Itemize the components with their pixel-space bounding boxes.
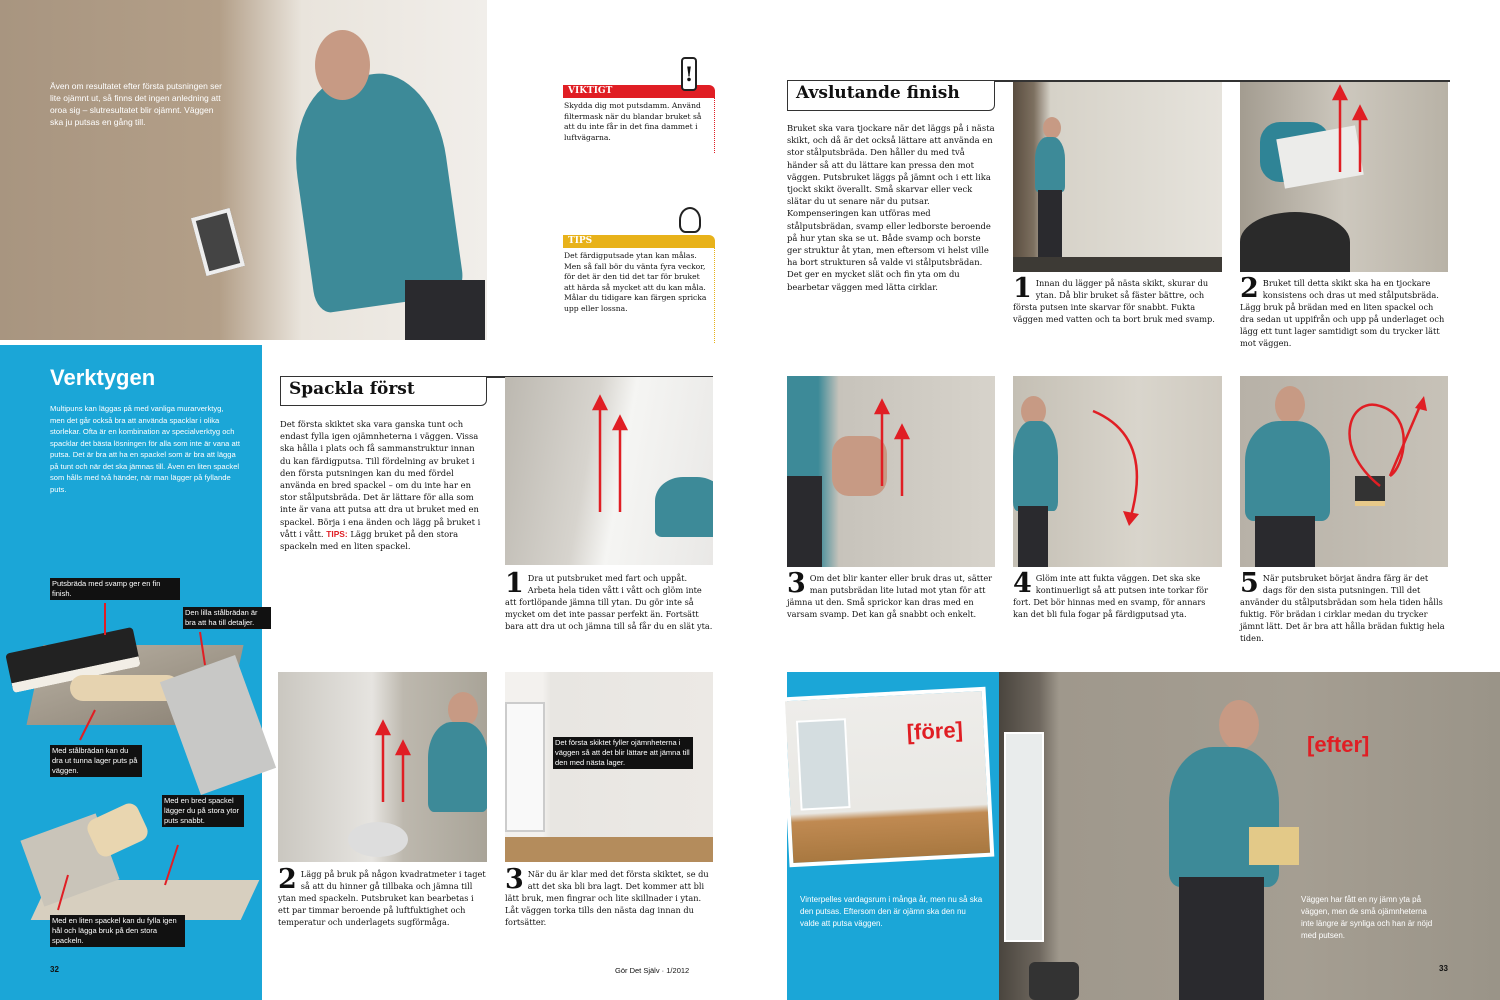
page-number-right: 33 bbox=[1439, 964, 1448, 973]
photo-caption: Det första skiktet fyller ojämnheterna i väggen så att det blir lättare att jämna till den med nästa lager. bbox=[553, 737, 693, 769]
tool-label-steel-trowel: Med stålbrädan kan du dra ut tunna lager puts på väggen. bbox=[50, 745, 142, 777]
tips-header: TIPS bbox=[563, 235, 715, 248]
step-4-right: 4 Glöm inte att fukta väggen. Det ska ske kontinuerligt så att putsen inte torkar för fort. Det bör hinnas med en svamp, för annars kan det bli fula fogar på färdigputsad yta. bbox=[1013, 568, 1209, 619]
man-figure bbox=[285, 66, 466, 315]
exclamation-icon: ! bbox=[681, 57, 697, 91]
tools-text: Multipuns kan läggas på med vanliga murarverktyg, men det går också bra att använda spacklar i olika storlekar. Ofta är en kombination av specialverktyg och spacklar det bästa lösningen för alla som inte är vana att putsa. Det är bra att ha en spackel som är bra att lägga på tunt och när det ska jämnas till. Även en liten spackel som hålls med två händer, när man lägger på fyllande puts. bbox=[50, 404, 240, 494]
step1-photo bbox=[505, 377, 713, 565]
tool-label-wide-spackle: Med en bred spackel lägger du på stora ytor puts snabbt. bbox=[162, 795, 244, 827]
tool-label-small-trowel: Den lilla stålbrädan är bra att ha till detaljer. bbox=[183, 607, 271, 629]
section-heading-spackla: Spackla först bbox=[280, 376, 487, 406]
tool-arrows bbox=[0, 345, 262, 1000]
after-caption: Väggen har fått en ny jämn yta på väggen, men de små ojämnheterna inte längre är synliga och han är nöjd med putsen. bbox=[1301, 895, 1433, 940]
tool-label-small-spackle: Med en liten spackel kan du fylla igen hål och lägga bruk på den stora spackeln. bbox=[50, 915, 185, 947]
float-trowel bbox=[191, 208, 245, 276]
before-label: [före] bbox=[906, 717, 964, 745]
step2-right-photo bbox=[1240, 82, 1448, 272]
tool-label-sponge: Putsbräda med svamp ger en fin finish. bbox=[50, 578, 180, 600]
after-label: [efter] bbox=[1307, 732, 1370, 757]
section-heading-finish: Avslutande finish bbox=[787, 80, 995, 111]
man-head bbox=[315, 30, 370, 100]
hero-caption: Även om resultatet efter första putsningen ser lite ojämnt ut, så finns det ingen anledning att oroa sig – slutresultatet blir ojämnt. Väggen ska ju putsas en gång till. bbox=[50, 81, 222, 127]
before-caption: Vinterpelles vardagsrum i många år, men nu så ska den putsas. Eftersom den är ojämn ska den nu valde att putsa väggen. bbox=[800, 895, 983, 928]
tools-title: Verktygen bbox=[50, 365, 156, 390]
step-3-right: 3 Om det blir kanter eller bruk dras ut, sätter man putsbrädan lite lutad mot ytan för att jämna ut den. Små sprickor kan dras med en varsam svamp. Det kan gå snabbt och enkelt. bbox=[787, 568, 993, 619]
before-photo bbox=[781, 687, 995, 867]
page-number-left: 32 bbox=[50, 965, 59, 974]
hero-photo bbox=[0, 0, 487, 340]
step-5-right: 5 När putsbruket börjat ändra färg är det dags för den sista putsningen. Till det använder du stålputsbrädan som hela tiden hålls fuktig. För brädan i cirklar medan du trycker jämnt lätt. Det är bra att hålla brädan fuktig hela tiden. bbox=[1240, 568, 1445, 643]
finish-text: Bruket ska vara tjockare när det läggs på i nästa skikt, och då är det också lättare att använda en stor stålputsbräda. Den håller du med två händer så att du lättare kan pressa den mot väggen. Putsbruket läggs på jämnt och i ett lika tjockt skikt överallt. Små skarvar eller veck slätar du ut senare när du putsar. Kompenseringen kan utföras med stålputsbrädan, svamp eller ledborste beroende på hur ytan ska se ut. Både svamp och borste ger struktur åt ytan, men eftersom vi helst ville ha bort strukturen så valde vi stålputsbrädan. Det ger en mycket slät och fin yta om du bearbetar väggen med lätta cirklar. bbox=[787, 123, 995, 292]
viktigt-box: VIKTIGT ! Skydda dig mot putsdamm. Använd filtermask när du blandar bruket så att du inte får in det fina dammet i luftvägarna. bbox=[563, 85, 715, 155]
viktigt-header: VIKTIGT bbox=[563, 85, 715, 98]
step-2-right: 2 Bruket till detta skikt ska ha en tjockare konsistens och dras ut med stålputsbräda. Lägg bruk på brädan med en liten spackel och dra sedan ut uppifrån och upp på underlaget och lägg ett tunt lager samtidigt som du trycker lätt mot väggen. bbox=[1240, 273, 1445, 348]
after-photo bbox=[999, 672, 1500, 1000]
step-3-left: 3 När du är klar med det första skiktet, se du att det ska bli bra lagt. Det kommer att bli lätt bruk, men fingrar och lite skillnader i ytan. Låt väggen torka tills den nästa dag innan du fortsätter. bbox=[505, 864, 709, 927]
step3-photo bbox=[505, 672, 713, 862]
step2-photo bbox=[278, 672, 487, 862]
footer-magazine: Gör Det Själv · 1/2012 bbox=[615, 966, 690, 975]
step-1-right: 1 Innan du lägger på nästa skikt, skurar du ytan. Då blir bruket så fäster bättre, och första putsen inte skarvar för snabbt. Fukta väggen med vatten och ta bort bruk med svamp. bbox=[1013, 273, 1215, 324]
step5-right-photo bbox=[1240, 376, 1448, 567]
tips-box: TIPS Det färdigputsade ytan kan målas. Men så fall bör du vänta fyra veckor, för det är den tid det tar för bruket att härda så mycket att du kan måla. Målar du tidigare kan färgen spricka upp eller lossna. bbox=[563, 235, 715, 345]
step-2-left: 2 Lägg på bruk på någon kvadratmeter i taget så att du hinner gå tillbaka och jämna till ytan med spackeln. Putsbruket kan bearbetas i ett par timmar beroende på luftfuktighet och temperatur och underlagets sugförmåga. bbox=[278, 864, 486, 927]
lightbulb-icon bbox=[679, 207, 701, 233]
step4-right-photo bbox=[1013, 376, 1222, 567]
step3-right-photo bbox=[787, 376, 995, 567]
spackla-text: Det första skiktet ska vara ganska tunt och endast fylla igen ojämnheterna i väggen. Vissa ska hålla i plats och få sammanstruktur innan du kan färdigputsa. Till fördelning av bruket i den första putsningen kan du med fördel använda en bred spackel – om du inte har en stor stålputsbräda. Det är lättare för alla som inte är vana att putsa att dra ut bruket med en spackel. Börja i ena änden och lägg på bruket i vått i vått. TIPS: Lägg bruket på den stora spackeln med en liten spackel. bbox=[280, 419, 481, 552]
step-1-left: 1 Dra ut putsbruket med fart och uppåt. Arbeta hela tiden vått i vått och glöm inte att fortlöpande jämna till ytan. Du gör inte så mycket om det inte passar perfekt än. Fortsätt bara att dra ut och jämna till så får du en slät yta. bbox=[505, 568, 713, 631]
before-panel bbox=[787, 672, 999, 1000]
step1-right-photo bbox=[1013, 82, 1222, 272]
tools-panel bbox=[0, 345, 262, 1000]
